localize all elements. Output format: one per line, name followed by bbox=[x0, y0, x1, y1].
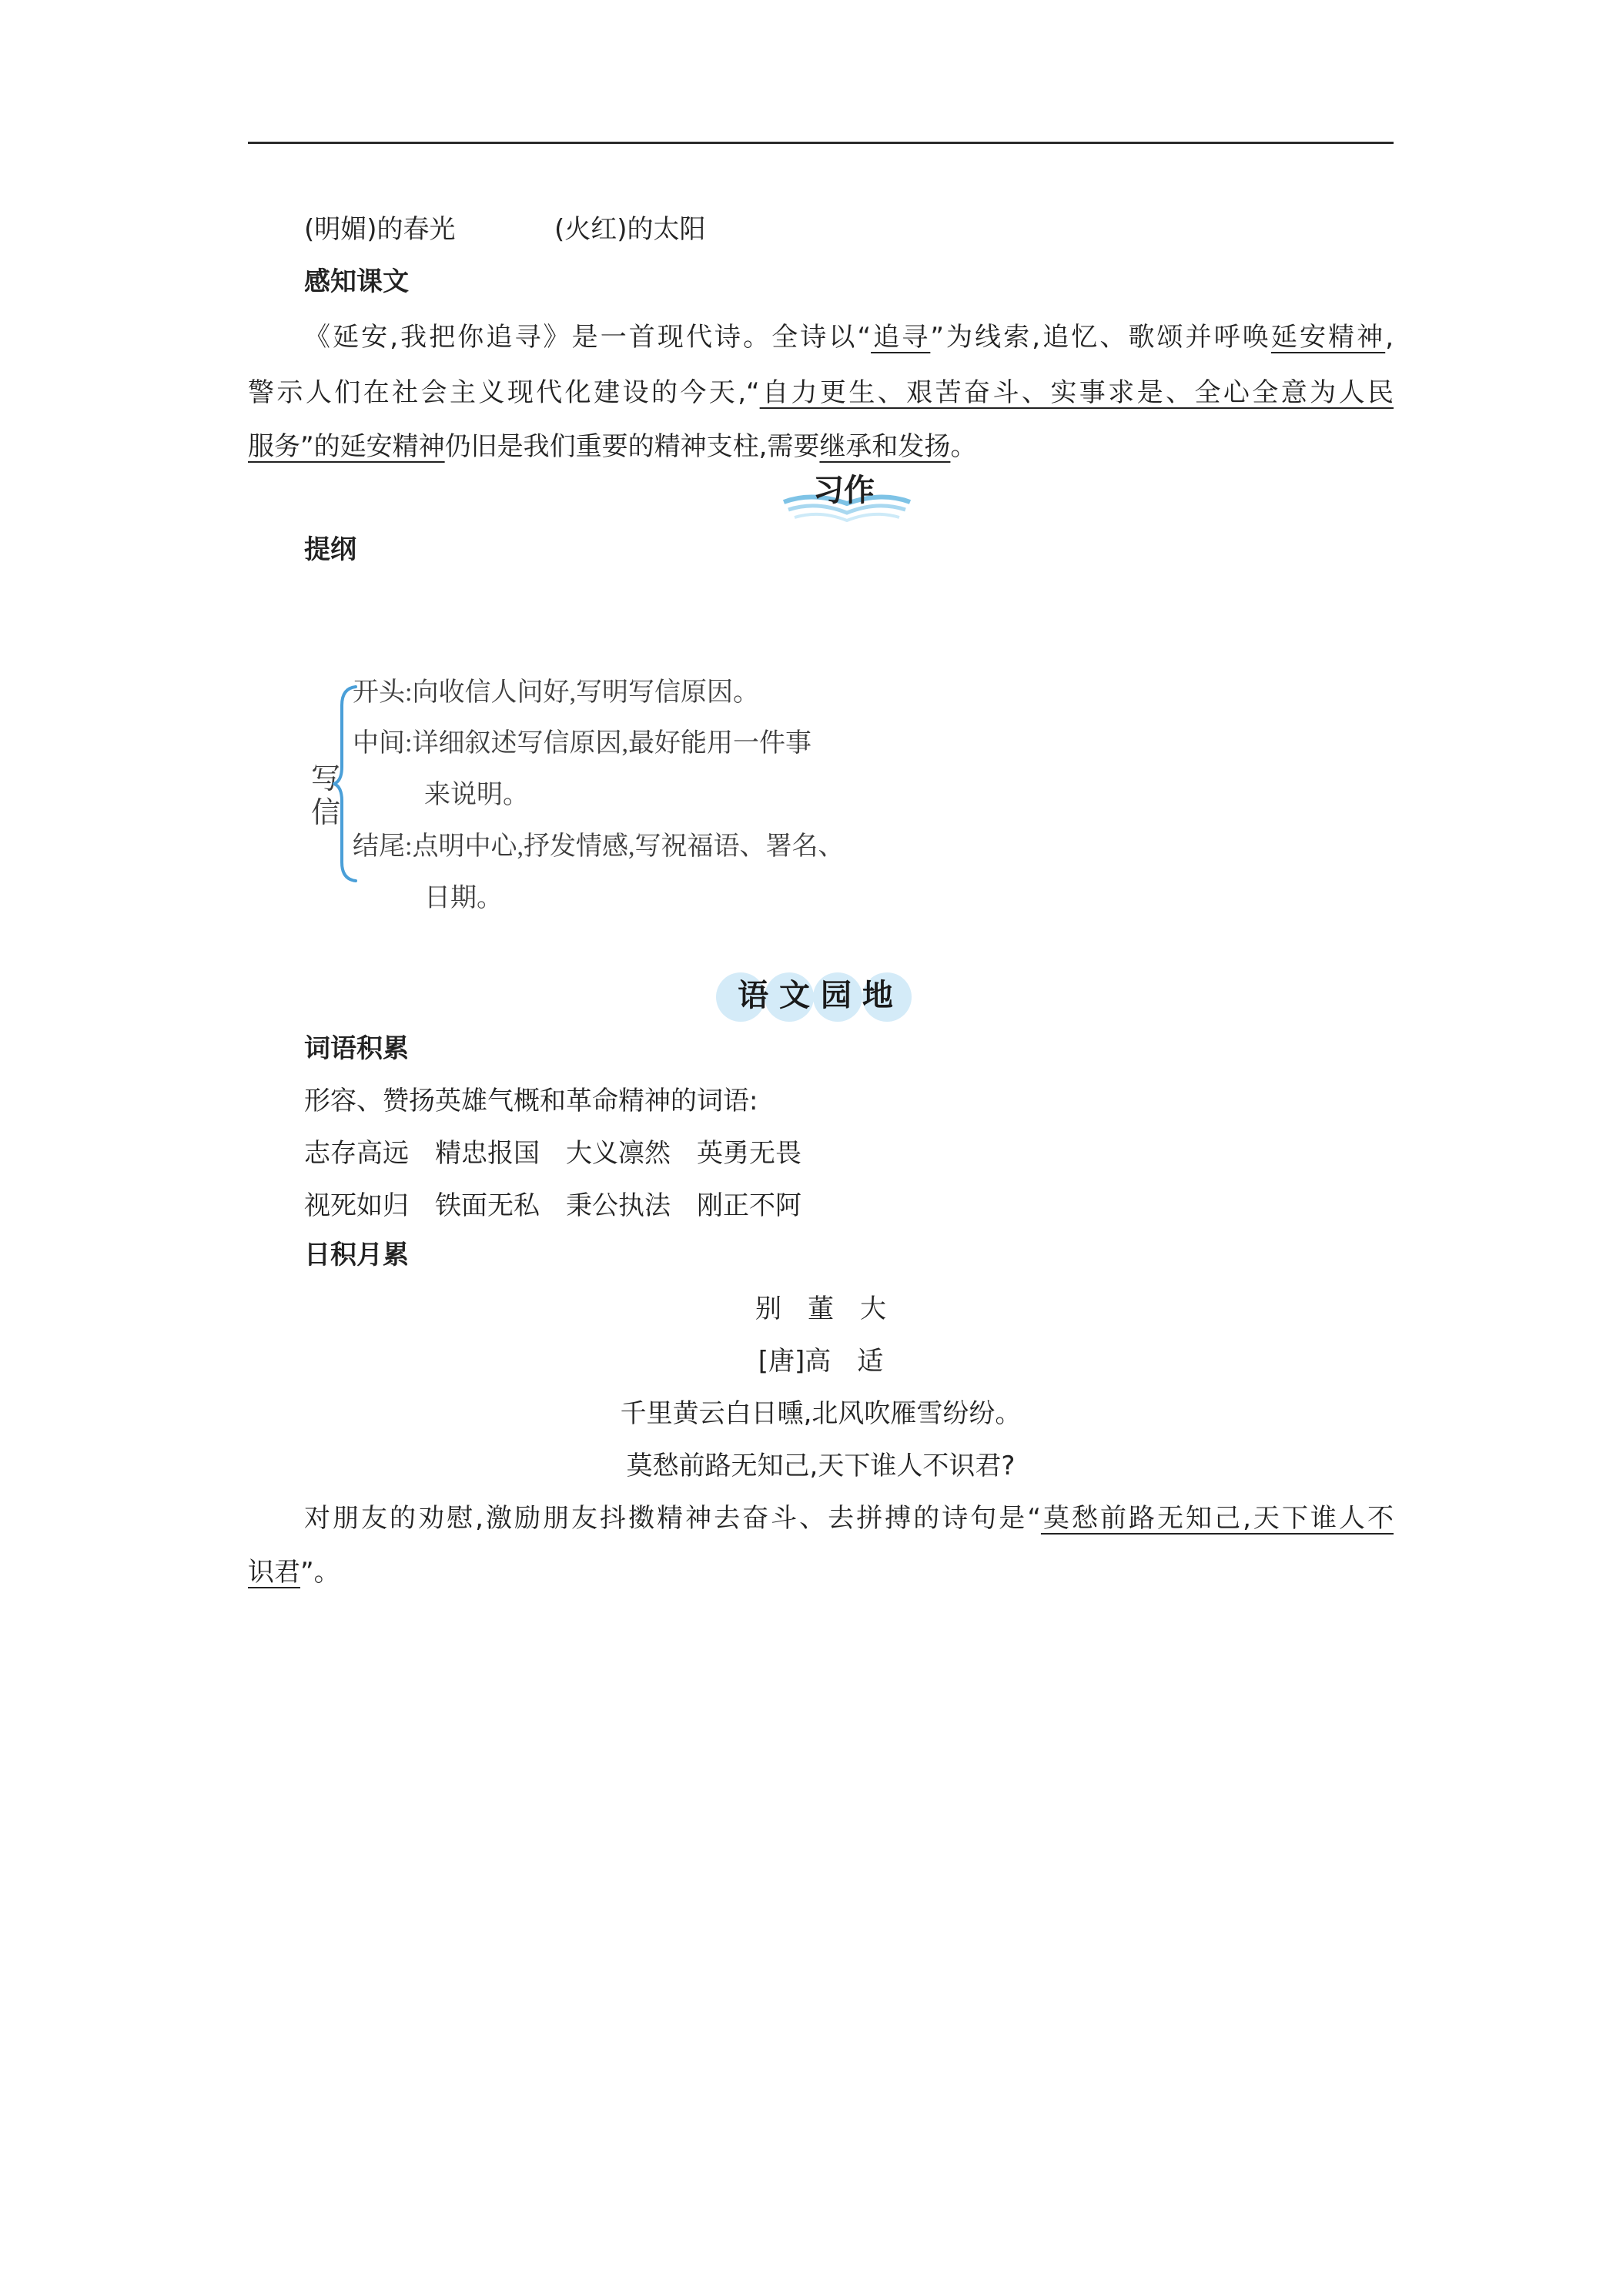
outline-item-opening: 开头:向收信人问好,写明写信原因。 bbox=[353, 678, 759, 707]
text-run: 对朋友的劝慰,激励朋友抖擞精神去奋斗、去拼搏的诗句是“ bbox=[304, 1503, 1041, 1534]
poem-line-2: 莫愁前路无知己,天下谁人不识君? bbox=[626, 1451, 1016, 1481]
outline-item-middle: 中间:详细叙述写信原因,最好能用一件事 bbox=[353, 729, 812, 758]
text-run: ”为线索,追忆、歌颂并呼唤 bbox=[930, 322, 1271, 353]
answer-underline: 服务”的延安精神 bbox=[248, 431, 445, 462]
outline-item-ending: 结尾:点明中心,抒发情感,写祝福语、署名、 bbox=[353, 832, 845, 861]
outline-item-middle-cont: 来说明。 bbox=[424, 781, 529, 809]
header-rule bbox=[248, 142, 1394, 144]
outline-item-ending-cont: 日期。 bbox=[424, 884, 503, 912]
answer-underline: 追寻 bbox=[871, 322, 931, 353]
answer-underline: 识君 bbox=[248, 1557, 300, 1588]
words-row-2: 视死如归 铁面无私 秉公执法 刚正不阿 bbox=[304, 1190, 801, 1221]
text-run: 。 bbox=[950, 431, 977, 462]
daily-note-line-1 bbox=[304, 1503, 1394, 1534]
answer-underline: 莫愁前路无知己,天下谁人不 bbox=[1040, 1503, 1394, 1534]
answer-underline: 自力更生、艰苦奋斗、实事求是、全心全意为人民 bbox=[759, 377, 1394, 408]
perceive-line-2 bbox=[248, 377, 1394, 408]
poem-title: 别 董 大 bbox=[755, 1294, 886, 1324]
vocab-pair-first: (明媚)的春光 bbox=[304, 214, 456, 245]
banner-garden-title: 语 文 园 地 bbox=[738, 977, 893, 1013]
perceive-line-3 bbox=[248, 431, 976, 462]
poem-author: [唐]高 适 bbox=[758, 1346, 884, 1377]
banner-xizuo-title: 习作 bbox=[813, 473, 875, 508]
answer-underline: 继承和发扬 bbox=[819, 431, 951, 462]
text-run: 仍旧是我们重要的精神支柱,需要 bbox=[444, 431, 820, 462]
vocab-pair-second: (火红)的太阳 bbox=[554, 214, 706, 245]
heading-words-text: 词语积累 bbox=[304, 1033, 409, 1064]
banner-xizuo bbox=[778, 470, 916, 524]
answer-underline: 延安精神 bbox=[1270, 322, 1386, 353]
text-run: 《延安,我把你追寻》是一首现代诗。全诗以“ bbox=[304, 322, 872, 353]
words-intro: 形容、赞扬英雄气概和革命精神的词语: bbox=[304, 1086, 758, 1116]
text-run: ”。 bbox=[300, 1557, 340, 1588]
heading-outline-text: 提纲 bbox=[304, 534, 356, 565]
outline-root-label: 写信 bbox=[310, 763, 340, 829]
heading-daily-text: 日积月累 bbox=[304, 1240, 409, 1270]
perceive-line-1 bbox=[304, 322, 1394, 353]
text-run: , bbox=[1385, 322, 1394, 353]
daily-note-line-2 bbox=[248, 1557, 340, 1588]
words-row-1: 志存高远 精忠报国 大义凛然 英勇无畏 bbox=[304, 1138, 801, 1169]
heading-perceive-text: 感知课文 bbox=[304, 266, 409, 297]
text-run: 警示人们在社会主义现代化建设的今天,“ bbox=[248, 377, 760, 408]
banner-garden bbox=[714, 966, 916, 1025]
poem-line-1: 千里黄云白日曛,北风吹雁雪纷纷。 bbox=[620, 1398, 1022, 1429]
